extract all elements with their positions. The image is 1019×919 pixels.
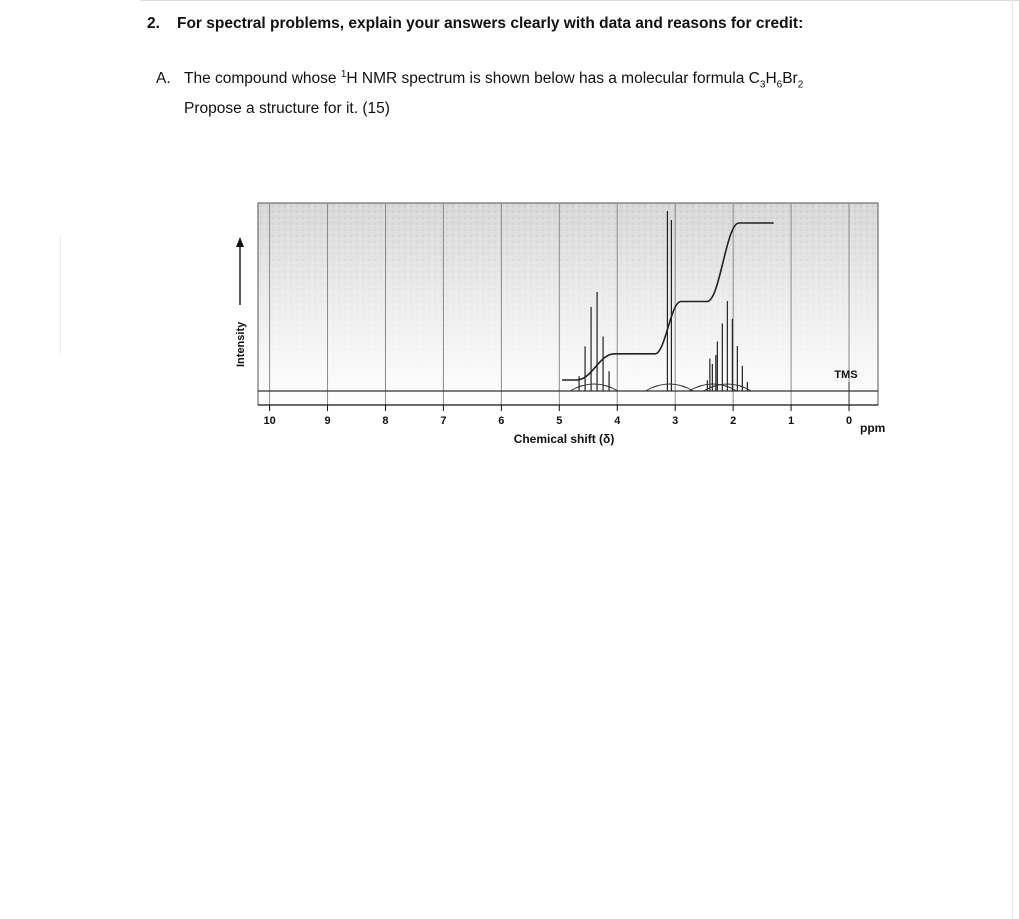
part-a-line-1 xyxy=(156,63,803,97)
plot-background-fade xyxy=(258,203,878,405)
part-a-text-pre: The compound whose xyxy=(184,70,341,88)
x-tick-label-5: 5 xyxy=(556,415,563,427)
part-a-letter: A. xyxy=(156,70,171,88)
question-heading xyxy=(147,15,803,33)
formula-sub-c: 3 xyxy=(759,79,766,91)
page-left-mark xyxy=(60,235,61,355)
formula-br: Br xyxy=(782,70,798,88)
superscript-1: 1 xyxy=(340,69,347,80)
part-a-prompt xyxy=(156,63,803,121)
x-tick-label-7: 7 xyxy=(440,415,447,427)
part-a-instruction: Propose a structure for it. (15) xyxy=(184,100,390,118)
x-tick-label-0: 0 xyxy=(845,415,853,427)
part-a-text-mid: H NMR spectrum is shown below has a molecular formula C xyxy=(346,70,760,88)
x-axis-unit: ppm xyxy=(860,421,886,435)
x-tick-label-9: 9 xyxy=(324,415,331,427)
x-tick-label-6: 6 xyxy=(498,415,505,427)
x-tick-label-2: 2 xyxy=(730,415,737,427)
question-number: 2. xyxy=(147,15,160,32)
x-tick-label-4: 4 xyxy=(614,415,621,427)
y-axis-arrowhead xyxy=(236,237,244,247)
x-tick-label-3: 3 xyxy=(672,415,679,427)
nmr-spectrum xyxy=(200,175,900,460)
x-tick-label-1: 1 xyxy=(788,415,795,427)
formula-h: H xyxy=(765,70,777,88)
y-axis-label: Intensity xyxy=(235,321,247,367)
part-a-line-2 xyxy=(156,97,803,121)
formula-sub-h: 6 xyxy=(776,79,783,91)
x-axis-label: Chemical shift (δ) xyxy=(513,432,615,446)
tms-label: TMS xyxy=(834,369,858,381)
formula-sub-br: 2 xyxy=(797,79,804,91)
page-right-edge xyxy=(1012,0,1013,919)
x-tick-label-8: 8 xyxy=(382,415,389,427)
question-text: For spectral problems, explain your answers clearly with data and reasons for credit: xyxy=(177,15,804,32)
y-axis-label-group xyxy=(235,237,247,367)
page-top-edge xyxy=(140,0,1019,1)
x-tick-labels xyxy=(263,415,852,427)
x-ticks xyxy=(270,405,849,411)
x-tick-label-10: 10 xyxy=(263,415,276,427)
